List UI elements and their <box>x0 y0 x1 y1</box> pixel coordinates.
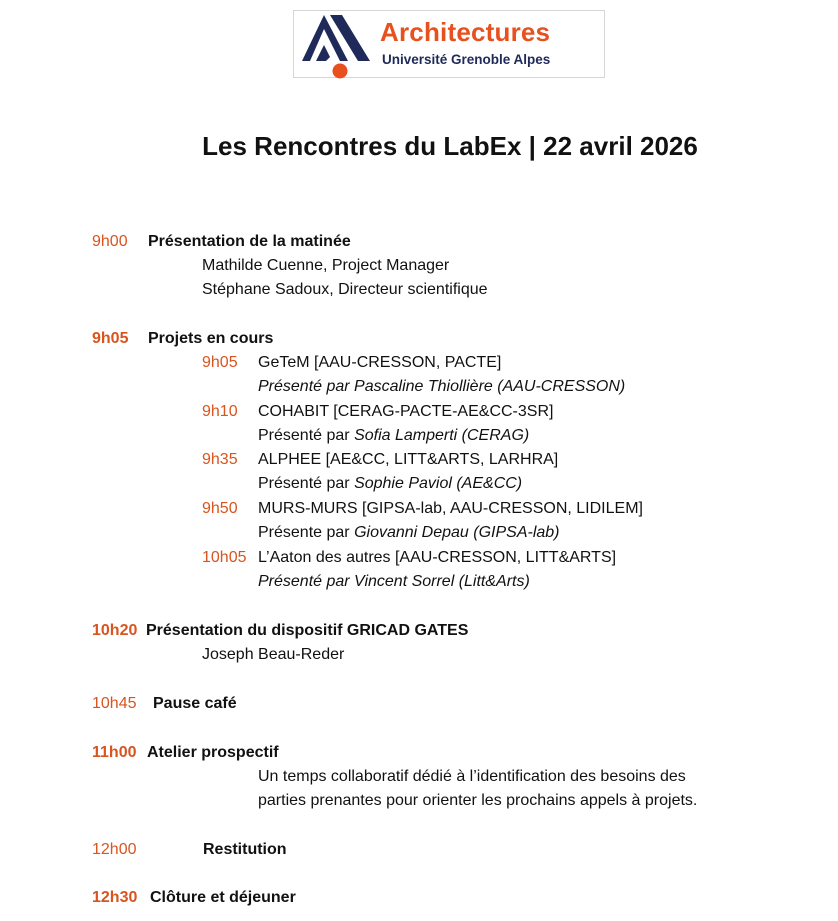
session-time: 9h00 <box>92 233 128 250</box>
page-title: Les Rencontres du LabEx | 22 avril 2026 <box>202 131 698 161</box>
session-time: 9h05 <box>92 330 129 347</box>
presenter-line <box>258 523 560 542</box>
session-title: Atelier prospectif <box>147 744 279 761</box>
project-title: ALPHEE [AE&CC, LITT&ARTS, LARHRA] <box>258 451 559 468</box>
presenter-line: Présenté par Pascaline Thiollière (AAU-CRESSON) <box>258 378 626 395</box>
item-time: 9h35 <box>202 451 238 468</box>
project-title: MURS-MURS [GIPSA-lab, AAU-CRESSON, LIDILEM] <box>258 500 643 517</box>
description-line: Un temps collaboratif dédié à l’identification des besoins des <box>258 768 686 785</box>
architectures-logo-mark-icon <box>300 13 378 79</box>
presenter-prefix: Présente par <box>258 524 355 541</box>
labex-logo <box>293 10 605 78</box>
item-time: 9h05 <box>202 354 238 371</box>
description-line: parties prenantes pour orienter les prochains appels à projets. <box>258 792 698 809</box>
project-title: L’Aaton des autres [AAU-CRESSON, LITT&ARTS] <box>258 549 617 566</box>
speaker-line: Stéphane Sadoux, Directeur scientifique <box>202 281 488 298</box>
session-time: 11h00 <box>92 744 137 761</box>
logo-title: Architectures <box>380 17 551 47</box>
session-time: 12h30 <box>92 889 138 906</box>
presenter-name: Sophie Paviol (AE&CC) <box>354 475 523 492</box>
presenter-name: Giovanni Depau (GIPSA-lab) <box>354 524 560 541</box>
logo-subtitle: Université Grenoble Alpes <box>382 52 551 67</box>
presenter-line <box>258 426 529 445</box>
session-title-prefix: Présentation du dispositif <box>146 622 347 639</box>
session-title: Clôture et déjeuner <box>150 889 296 906</box>
item-time: 9h10 <box>202 403 238 420</box>
session-title: Restitution <box>203 841 287 858</box>
session-title: Pause café <box>153 695 237 712</box>
project-title: GeTeM [AAU-CRESSON, PACTE] <box>258 354 502 371</box>
item-time: 9h50 <box>202 500 238 517</box>
session-time: 10h20 <box>92 622 138 639</box>
speaker-line: Joseph Beau-Reder <box>202 646 345 663</box>
session-time: 10h45 <box>92 695 137 712</box>
session-title <box>146 621 468 640</box>
presenter-line: Présenté par Vincent Sorrel (Litt&Arts) <box>258 573 530 590</box>
session-title: Projets en cours <box>148 330 274 347</box>
session-title: Présentation de la matinée <box>148 233 351 250</box>
presenter-prefix: Présenté par <box>258 475 355 492</box>
session-time: 12h00 <box>92 841 137 858</box>
presenter-name: Sofia Lamperti (CERAG) <box>354 427 530 444</box>
speaker-line: Mathilde Cuenne, Project Manager <box>202 257 450 274</box>
item-time: 10h05 <box>202 549 247 566</box>
presenter-prefix: Présenté par <box>258 427 355 444</box>
presenter-line <box>258 474 522 493</box>
project-title: COHABIT [CERAG-PACTE-AE&CC-3SR] <box>258 403 554 420</box>
session-title-strong: GRICAD GATES <box>346 622 469 639</box>
